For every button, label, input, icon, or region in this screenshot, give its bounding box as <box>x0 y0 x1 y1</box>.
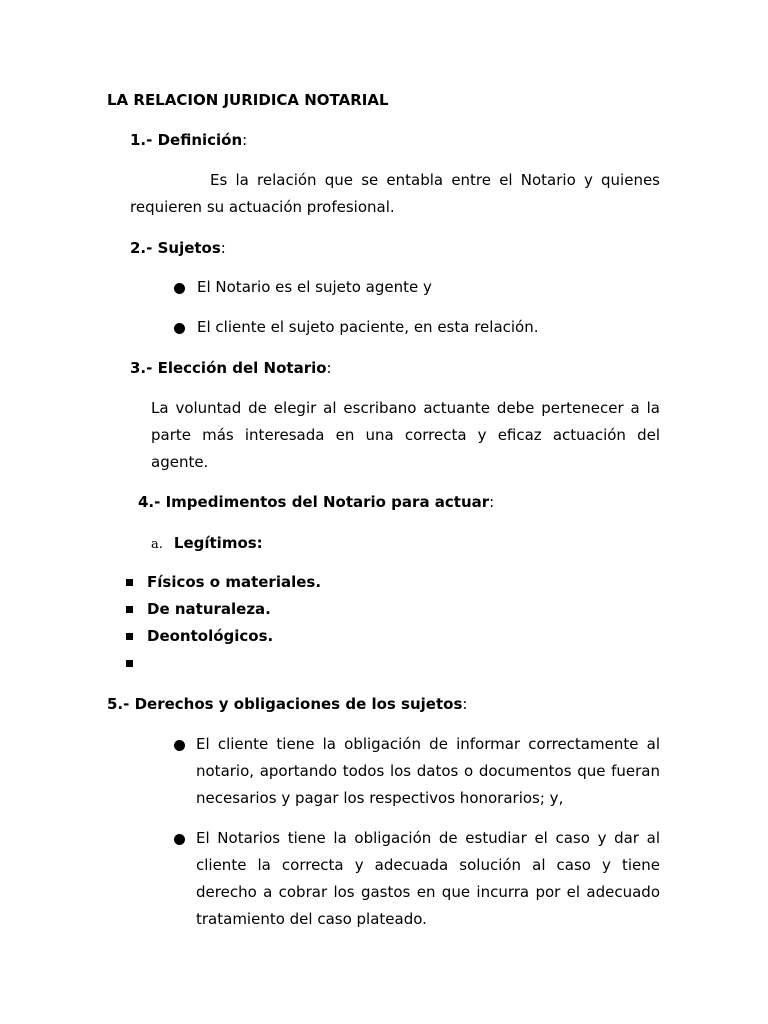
section-1-heading: 1.- Definición: <box>130 131 248 149</box>
square-bullet-icon <box>126 660 133 667</box>
square-bullet-icon <box>126 579 133 586</box>
bullet-dot-icon <box>174 323 185 334</box>
section-2-item: El cliente el sujeto paciente, en esta relación. <box>197 318 539 336</box>
section-1-text: Es la relación que se entabla entre el Notario y quienes requieren su actuación profesional. <box>130 171 660 216</box>
section-5-item: El Notarios tiene la obligación de estudiar el caso y dar al cliente la correcta y adecuada solución al caso y tiene derecho a cobrar los gastos en que incurra por el adecuado tratamiento del caso plateado. <box>196 829 660 928</box>
square-bullet-icon <box>126 606 133 613</box>
document-title: LA RELACION JURIDICA NOTARIAL <box>107 91 389 109</box>
section-4-item: Físicos o materiales. <box>147 573 322 591</box>
bullet-dot-icon <box>174 740 185 751</box>
section-5-heading: 5.- Derechos y obligaciones de los sujetos: <box>107 695 468 713</box>
section-3-heading: 3.- Elección del Notario: <box>130 359 332 377</box>
section-4-heading: 4.- Impedimentos del Notario para actuar: <box>138 493 495 511</box>
square-bullet-icon <box>126 633 133 640</box>
bullet-dot-icon <box>174 834 185 845</box>
bullet-dot-icon <box>174 283 185 294</box>
section-4-item: De naturaleza. <box>147 600 271 618</box>
section-2-heading: 2.- Sujetos: <box>130 239 226 257</box>
section-3-text: La voluntad de elegir al escribano actuante debe pertenecer a la parte más interesada en una correcta y eficaz actuación del agente. <box>151 399 660 471</box>
section-5-item: El cliente tiene la obligación de informar correctamente al notario, aportando todos los datos o documentos que fueran necesarios y pagar los respectivos honorarios; y, <box>196 735 660 807</box>
section-4-item: Deontológicos. <box>147 627 274 645</box>
section-2-item: El Notario es el sujeto agente y <box>197 278 432 296</box>
subsection-a: a. Legítimos: <box>151 534 263 552</box>
list-marker: a. <box>151 537 163 552</box>
